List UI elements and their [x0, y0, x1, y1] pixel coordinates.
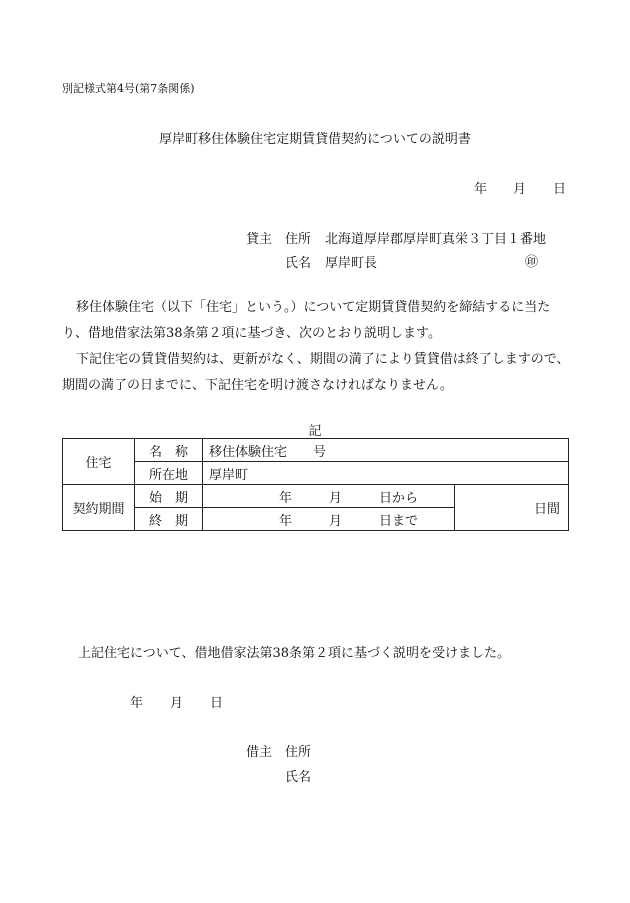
confirmation-text: 上記住宅について、借地借家法第38条第２項に基づく説明を受けました。 — [78, 646, 511, 661]
lessee-role: 借主 — [246, 745, 273, 760]
name-label: 名 称 — [135, 439, 203, 462]
start-month: 月 — [328, 490, 342, 506]
lessor-address: 北海道厚岸郡厚岸町真栄３丁目１番地 — [325, 232, 547, 247]
end-day: 日まで — [378, 513, 418, 529]
form-number: 別記様式第4号(第7条関係) — [62, 82, 195, 95]
paragraph-line-4: 期間の満了の日までに、下記住宅を明け渡さなければなりません。 — [62, 378, 453, 393]
location-value: 厚岸町 — [203, 462, 569, 485]
end-month: 月 — [328, 513, 342, 529]
date-day-label: 日 — [553, 182, 567, 197]
lessor-name-label: 氏名 — [285, 256, 312, 271]
end-year: 年 — [279, 513, 293, 529]
lessee-name-label: 氏名 — [285, 770, 312, 785]
housing-label: 住宅 — [63, 439, 135, 485]
signature-day-label: 日 — [210, 696, 224, 711]
table-row — [63, 485, 569, 508]
start-day: 日から — [378, 490, 418, 506]
lessor-address-label: 住所 — [285, 232, 312, 247]
location-label: 所在地 — [135, 462, 203, 485]
lessee-address-label: 住所 — [285, 745, 312, 760]
end-label: 終 期 — [135, 508, 203, 531]
contract-period-label: 契約期間 — [63, 485, 135, 531]
table-row — [63, 462, 569, 485]
date-month-label: 月 — [513, 182, 527, 197]
signature-year-label: 年 — [130, 696, 144, 711]
name-value: 移住体験住宅 号 — [203, 439, 569, 462]
document-title: 厚岸町移住体験住宅定期賃貸借契約についての説明書 — [159, 132, 471, 147]
record-mark: 記 — [308, 424, 322, 439]
date-year-label: 年 — [474, 182, 488, 197]
start-date-cell — [203, 485, 455, 508]
lessor-name: 厚岸町長 — [325, 256, 378, 271]
table-row — [63, 439, 569, 462]
end-date-cell — [203, 508, 455, 531]
signature-month-label: 月 — [170, 696, 184, 711]
paragraph-line-2: り、借地借家法第38条第２項に基づき、次のとおり説明します。 — [62, 326, 441, 341]
days-label: 日間 — [455, 485, 569, 531]
contract-info-table — [62, 438, 569, 531]
paragraph-line-3: 下記住宅の賃貸借契約は、更新がなく、期間の満了により賃貸借は終了しますので、 — [76, 352, 570, 367]
lessor-role: 貸主 — [246, 232, 273, 247]
start-label: 始 期 — [135, 485, 203, 508]
start-year: 年 — [279, 490, 293, 506]
seal-mark: ㊞ — [525, 255, 539, 270]
paragraph-line-1: 移住体験住宅（以下「住宅」という。）について定期賃貸借契約を締結するに当た — [76, 300, 551, 315]
